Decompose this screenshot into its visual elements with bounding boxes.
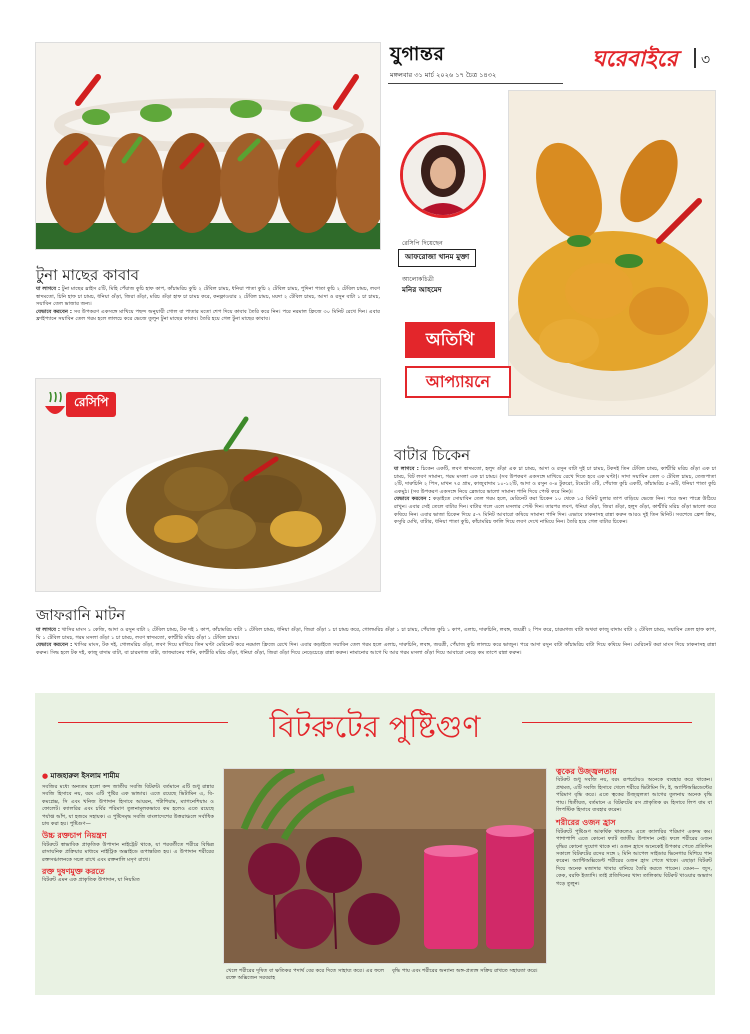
- tuna-kebab-photo: [35, 42, 381, 250]
- banner-atithi: অতিথি: [405, 322, 495, 358]
- chicken-recipe-title: বাটার চিকেন: [394, 446, 471, 464]
- tuna-recipe-body: [36, 286, 380, 324]
- chicken-ingredients-label: যা লাগবে :: [394, 466, 419, 472]
- butter-chicken-illustration: [509, 91, 716, 416]
- bp-text: বিটরুটে স্বাভাবিক প্রাকৃতিক উপাদান নাইট্রেট থাকে, যা পরবর্তীতে শরীরে বিভিন্ন রাসায়নিক প্রক্রিয়ার মাধ্যমে নাইট্রিক অক্সাইডে রূপান্তরিত হয়। এ উপাদান শরীরের রক্তসঞ্চালনকে সচল রাখে এবং রক্তনালি মসৃণ রাখে।: [42, 841, 214, 863]
- beetroot-author-name: মাজহারুল ইসলাম শামীম: [50, 772, 120, 780]
- photo-credit-name: মনির আহমেদ: [402, 285, 442, 294]
- page-number: ৩: [701, 52, 711, 68]
- chicken-method: কড়াইতে সোয়াবিন তেল গরম হলে, মেরিনেট করা চিকেন ১০ থেকে ১৫ মিনিট চুলার তাপ বাড়িয়ে ভেজে নিন। পরে অন্য পাত্রে উঠিয়ে রাখুন। এবার সেই তেলে বাটার দিন। বাটার গলে এলে মসলার পেস্ট দিন। তারপর লবণ, ধনিয়া গুঁড়া, জিরা গুঁড়া, হলুদ গুঁড়া, কাশ্মীরি মরিচ গুঁড়া ভালো করে কষিয়ে নিন। এবার ভাজা চিকেন দিয়ে ৫-৭ মিনিট আবারো কষিয়ে সামান্য পানি দিন। এভাবে ঢাকনাসহ রান্না করুন আরও দুই তিন মিনিট। সবশেষে ফ্রেশ ক্রিম, কসুরি মেথি, বাটার, ধনিয়া পাতা কুচি, কাঁচামরিচ ফালি দিয়ে লবণ দেখে নামিয়ে নিন। তৈরি হয়ে গেল বাটার চিকেন।: [394, 496, 716, 526]
- mutton-recipe-title: জাফরানি মাটন: [36, 606, 126, 624]
- beetroot-title-rule-left: [58, 722, 228, 723]
- beetroot-middle-right: বৃদ্ধি পায় এবং শরীরের অন্যান্য অঙ্গ-প্রত্যঙ্গ সক্রিয় রাখতে সহায়তা করে।: [392, 968, 538, 974]
- bp-heading: উচ্চ রক্তচাপ নিয়ন্ত্রণ: [42, 831, 107, 841]
- beetroot-title: [35, 703, 715, 754]
- chicken-ingredients: চিকেন একটি, লবণ স্বাদমতো, হলুদ গুঁড়া এক চা চামচ, আদা ও রসুন বাটা দুই চা চামচ, টকদই তিন টেবিল চামচ, কাশ্মীরি মরিচ গুঁড়া এক চা চামচ, বিট লবণ সামান্য, গরম মসলা এক চা চামচ। (সব উপকরণ একসঙ্গে মাখিয়ে রেখে দিতে হবে এক ঘণ্টা)। সাদা সয়াবিন তেল ৩ টেবিল চামচ, তেজপাতা ২টি, দারুচিনি ২ পিস, মাখন ৭৫ গ্রাম, কাজুবাদাম ১০-১২টি, আদা ও রসুন ৩-৪ টুকরো, টমেটো ৩টি, পেঁয়াজ কুচি একটি, কাঁচামরিচ ৫-৬টি, ধনিয়া পাতা কুচি একমুঠ। (সব উপকরণ একসঙ্গে নিয়ে ব্লেন্ডারে ভালো সামান্য পানি দিয়ে পেস্ট করে নিন)।: [394, 466, 716, 495]
- butter-chicken-photo: [508, 90, 716, 416]
- weight-heading: শরীরের ওজন হ্রাস: [556, 818, 616, 828]
- date-line: মঙ্গলবার ৩১ মার্চ ২০২৬ ১৭ চৈত্র ১৪৩২: [390, 71, 497, 79]
- bullet-icon: ●: [42, 772, 51, 780]
- chicken-method-label: যেভাবে করবেন :: [394, 496, 431, 503]
- beetroot-author: [42, 770, 119, 782]
- tuna-recipe-title: টুনা মাছের কাবাব: [36, 266, 139, 284]
- mutton-method: খাসির মাংস, টক দই, গোলমরিচ গুঁড়া, লবণ দিয়ে মাখিয়ে তিন ঘণ্টা মেরিনেট করে নরমাল ফ্রিজে রেখে দিন। এবার কড়াইতে সয়াবিন তেল গরম হলে এলাচ, দারুচিনি, লবঙ্গ, জয়ত্রী, পেঁয়াজ কুচি লালচে করে ভাজুন। পরে আদা রসুন বাটা কাঁচামরিচ বাটা দিয়ে কষিয়ে নিন। মেরিনেট করা মাংস দিয়ে ঢাকনাসহ রান্না করুন। সিদ্ধ হলে টক দই, কাজু বাদাম বাটা, বা চারমগজ বাটা, জাফরানের পানি, কাশ্মীরি মরিচ গুঁড়া, ধনিয়া গুঁড়া, জিরা গুঁড়া দিয়ে নেড়েচেড়ে রান্না করুন। নামানোর আগে ঘি আর গরম মসলা গুঁড়া দিয়ে আবারো নেড়ে কম তাপে রান্না করুন।: [36, 642, 717, 656]
- tuna-ingredients: টুনা মাছের স্লাইস ৫টি, মিহি পেঁয়াজ কুচি হাফ কাপ, কাঁচামরিচ কুচি ২ টেবিল চামচ, ধনিয়া পাতা কুচি ২ টেবিল চামচ, পুদিনা পাতা কুচি ২ টেবিল চামচ, লবণ স্বাদমতো, চিনি হাফ চা চামচ, ধনিয়া গুঁড়া, জিরা গুঁড়া, মরিচ গুঁড়া হাফ চা চামচ করে, কনফ্লাওয়ার ২ টেবিল চামচ, ময়দা ২ টেবিল চামচ, আদা ও রসুন বাটা ১ চা চামচ, সয়াবিন তেল ভাজার জন্য।: [36, 286, 381, 308]
- mutton-method-label: যেভাবে করবেন :: [36, 642, 73, 649]
- beetroot-right-column: [556, 768, 712, 888]
- section-logo: ঘরেবাইরে: [592, 47, 678, 72]
- beetroot-middle-left: খেলে শরীরের দূষিত বা ক্ষতিকর পদার্থ বের করে দিতে সাহায্য করে। এর ফলে রক্তে অক্সিজেন সরবরাহ: [226, 968, 384, 982]
- skin-heading: ত্বকের উজ্জ্বলতায়: [556, 767, 617, 776]
- beetroot-photo: [223, 768, 547, 964]
- tuna-method: সব উপকরণ একসঙ্গে মাখিয়ে পছন্দ অনুযায়ী গোল বা পাতার মতো শেপ দিয়ে কাবাব তৈরি করে নিন। পরে নরমাল ফ্রিজে ৩০ মিনিট রেখে দিন। এবার ফ্রাইপ্যানে সয়াবিন তেল গরম হলে লালচে করে ভেজে তুলুন টুনা মাছের কাবাব। তৈরি হয়ে গেল টুনা মাছের কাবাব।: [36, 308, 380, 323]
- recipe-badge: [42, 386, 152, 426]
- beetroot-title-text: বিটরুটের পুষ্টিগুণ: [269, 710, 481, 745]
- mutton-ingredients-label: যা লাগবে :: [36, 627, 60, 633]
- recipe-credit-label: রেসিপি দিয়েছেন: [402, 240, 443, 247]
- newspaper-logo: যুগান্তর: [390, 43, 445, 65]
- recipe-credit-name: আফরোজা খানম মুক্তা: [398, 249, 476, 267]
- anemia-heading: রক্ত দুষণমুক্ত করতে: [42, 867, 105, 877]
- beetroot-title-rule-right: [522, 722, 692, 723]
- banner-appyayane: আপ্যায়নে: [405, 366, 511, 398]
- tuna-kebab-illustration: [36, 43, 381, 250]
- mutton-recipe-body: [36, 627, 716, 657]
- beetroot-intro: সবজির মধ্যে অন্যতম হলো কন্দ জাতীয় সবজি বিটরুট। বর্তমানে এটি শুধু রান্নার সবজি হিসাবে নয়, বরং এটি পুষ্টির এক ভান্ডার। এতে রয়েছে ভিটামিন এ, বি-কমপ্লেক্স, সি এবং খনিজ উপাদান হিসাবে আয়রন, পটাশিয়াম, ম্যাগনেশিয়াম ও ফোলেট। ক্যালরির এবং চর্বির পরিমাণ তুলনামূলকভাবে কম হলেও এতে রয়েছে পর্যাপ্ত আঁশ, যা হজমে সহায়ক। এ পুষ্টিসমৃদ্ধ সবজি বাংলাদেশের উত্তরাঞ্চলে সর্বাধিক চাষ করা হয়। পুষ্টিগুণ—: [42, 784, 214, 828]
- tuna-method-label: যেভাবে করবেন :: [36, 308, 72, 315]
- beetroot-illustration: [224, 769, 547, 964]
- beetroot-left-column: [42, 784, 214, 885]
- weight-text: বিটরুটে পুষ্টিগুণ আকর্ষিক থাকলেও এতে ক্যালরির পরিমাণ একদম কম। পাশাপাশি এতে কোনো ফ্যাট জাতীয় উপাদান নেই। ফলে শরীরের ওজন বৃদ্ধির কোনো সুযোগ থাকে না। ওজন হ্রাসে অনেকেই উপকার পেতে প্রতিদিন সকালে বিটরুটের রসের সঙ্গে ২ মিনি আপেল সাইডার ভিনেগার মিশিয়ে পান করেন। অ্যান্টিঅক্সিডেন্ট শরীরের ওজন হ্রাস পেতে থাকে। এছাড়া বিটরুট দিয়ে অনেক মজাদার খাবার বানিয়ে তৈরি করতে পারেন। যেমন— জুস, কেক, বরফি ইত্যাদি। তাই প্রতিদিনের খাদ্য তালিকায় বিটরুট খাওয়ার অভ্যাস গড়ে তুলুন।: [556, 828, 712, 887]
- cooking-pot-icon: [42, 392, 68, 422]
- mutton-ingredients: খাসির মাংস ১ কেজি, আদা ও রসুন বাটা ২ টেবিল চামচ, টক দই ১ কাপ, কাঁচামরিচ বাটা ১ টেবিল চামচ, ধনিয়া গুঁড়া, জিরা গুঁড়া ১ চা চামচ করে, গোলমরিচ গুঁড়া ১ চা চামচ, পেঁয়াজ কুচি ১ কাপ, এলাচ, দারুচিনি, লবঙ্গ, জয়ত্রী ২ পিস করে, চারমগজ বাটা অথবা কাজু বাদাম বাটা ২ টেবিল চামচ, সয়াবিন তেল হাফ কাপ, ঘি ১ টেবিল চামচ, গরম মসলা গুঁড়া ১ চা চামচ, লবণ স্বাদমতো, কাশ্মীরি মরিচ গুঁড়া ১ টেবিল চামচ।: [36, 627, 717, 641]
- page-number-divider: [694, 48, 696, 68]
- chicken-recipe-body: [394, 466, 716, 527]
- masthead-divider: [388, 83, 563, 84]
- author-avatar: [400, 132, 486, 218]
- tuna-ingredients-label: যা লাগবে :: [36, 286, 61, 292]
- photo-credit-label: আলোকচিত্রী: [402, 276, 434, 283]
- skin-text: বিটরুট শুধু সবজি নয়, বরং রূপচর্চায়ও অনেকে ব্যবহার করে থাকেন। প্রথমত, এটি সবজি হিসাবে খেলে শরীরে ভিটামিন সি, ই, অ্যান্টিঅক্সিডেন্টের পরিমাণ বৃদ্ধি করে। এতে ত্বকের উজ্জ্বলতা আগের তুলনায় অনেক বৃদ্ধি পায়। দ্বিতীয়ত, বর্তমানে এ বিটরুটের রস প্রাকৃতিক রং হিসাবে লিপ বাম বা লিপস্টিক হিসাবে ব্যবহার করেন।: [556, 777, 712, 814]
- recipe-badge-text: রেসিপি: [66, 392, 116, 417]
- anemia-text: বিটরুট এমন এক প্রাকৃতিক উপাদান, যা নিয়মিত: [42, 877, 140, 884]
